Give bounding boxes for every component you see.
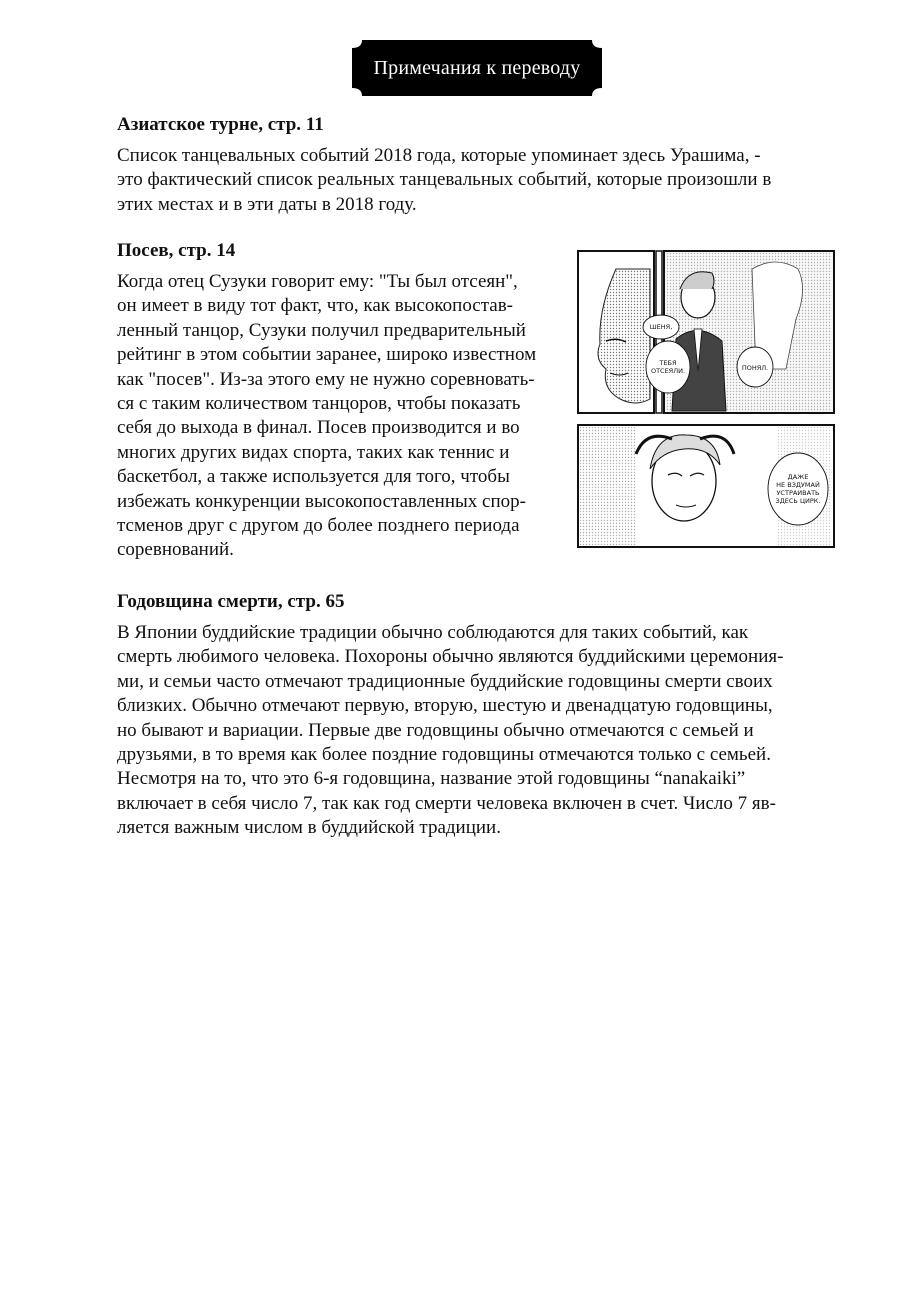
section-term: Годовщина смерти bbox=[117, 591, 278, 612]
section-page-ref: , стр. 11 bbox=[258, 114, 324, 135]
section-term: Посев bbox=[117, 240, 169, 261]
body-line: В Японии буддийские традиции обычно соблюдаются для таких событий, как bbox=[117, 622, 749, 643]
bubble-text: ТЕБЯ bbox=[659, 359, 677, 367]
body-line: Список танцевальных событий 2018 года, которые упоминает здесь Урашима, - bbox=[117, 145, 761, 166]
page-title: Примечания к переводу bbox=[373, 56, 581, 79]
section-term: Азиатское турне bbox=[117, 114, 259, 135]
bubble-text: ОТСЕЯЛИ. bbox=[650, 367, 686, 375]
section-page-ref: , стр. 14 bbox=[168, 240, 236, 261]
body-line: включает в себя число 7, так как год смерти человека включен в счет. Число 7 яв- bbox=[117, 792, 776, 814]
speech-bubble bbox=[643, 315, 679, 339]
body-line: соревнований. bbox=[117, 539, 234, 561]
speech-bubble bbox=[737, 347, 773, 387]
body-line: ми, и семьи часто отмечают традиционные буддийские годовщины смерти своих bbox=[117, 670, 773, 692]
manga-illustration bbox=[576, 249, 836, 549]
body-line: как "посев". Из-за этого ему не нужно соревновать- bbox=[117, 368, 535, 390]
body-line: баскетбол, а также используется для того, чтобы bbox=[117, 466, 510, 488]
manga-panel-right bbox=[664, 251, 834, 413]
body-line: ленный танцор, Сузуки получил предварительный bbox=[117, 319, 526, 341]
speech-bubble bbox=[768, 453, 828, 525]
body-line: он имеет в виду тот факт, что, как высокопостав- bbox=[117, 295, 514, 317]
body-line: себя до выхода в финал. Посев производится и во bbox=[117, 417, 520, 439]
bubble-text: ЗДЕСЬ ЦИРК. bbox=[775, 497, 821, 505]
body-line: рейтинг в этом событии заранее, широко известном bbox=[117, 344, 537, 366]
bubble-text: ПОНЯЛ. bbox=[741, 364, 769, 372]
section-body-asian-tour bbox=[117, 144, 837, 217]
body-line: ся с таким количеством танцоров, чтобы показать bbox=[117, 393, 521, 415]
body-line: близких. Обычно отмечают первую, вторую, шестую и двенадцатую годовщины, bbox=[117, 695, 773, 717]
section-body-death-anniversary bbox=[117, 621, 837, 841]
bubble-text: УСТРАИВАТЬ bbox=[776, 489, 820, 497]
speech-bubble bbox=[646, 341, 690, 393]
header-plate bbox=[352, 40, 602, 96]
body-line: избежать конкуренции высокопоставленных спор- bbox=[117, 490, 526, 512]
section-body-seeding bbox=[117, 270, 572, 563]
section-heading-asian-tour bbox=[117, 113, 324, 137]
manga-panel-left bbox=[578, 251, 654, 413]
body-line: Когда отец Сузуки говорит ему: "Ты был отсеян", bbox=[117, 271, 518, 292]
section-heading-death-anniversary bbox=[117, 590, 344, 614]
bubble-text: ДАЖЕ bbox=[787, 473, 809, 481]
body-line: смерть любимого человека. Похороны обычно являются буддийскими церемония- bbox=[117, 646, 784, 668]
body-line: тсменов друг с другом до более позднего периода bbox=[117, 515, 520, 537]
bubble-text: ШЕНЯ, bbox=[649, 323, 673, 331]
section-page-ref: , стр. 65 bbox=[277, 591, 345, 612]
body-line: этих местах и в эти даты в 2018 году. bbox=[117, 193, 417, 215]
bubble-text: НЕ ВЗДУМАЙ bbox=[776, 481, 820, 489]
body-line: ляется важным числом в буддийской традиции. bbox=[117, 817, 501, 839]
body-line: Несмотря на то, что это 6-я годовщина, название этой годовщины “nanakaiki” bbox=[117, 768, 746, 790]
section-heading-seeding bbox=[117, 239, 235, 263]
body-line: многих других видах спорта, таких как теннис и bbox=[117, 441, 510, 463]
body-line: друзьями, в то время как более поздние годовщины отмечаются только с семьей. bbox=[117, 744, 771, 766]
body-line: это фактический список реальных танцевальных событий, которые произошли в bbox=[117, 169, 772, 191]
body-line: но бывают и вариации. Первые две годовщины обычно отмечаются с семьей и bbox=[117, 719, 754, 741]
